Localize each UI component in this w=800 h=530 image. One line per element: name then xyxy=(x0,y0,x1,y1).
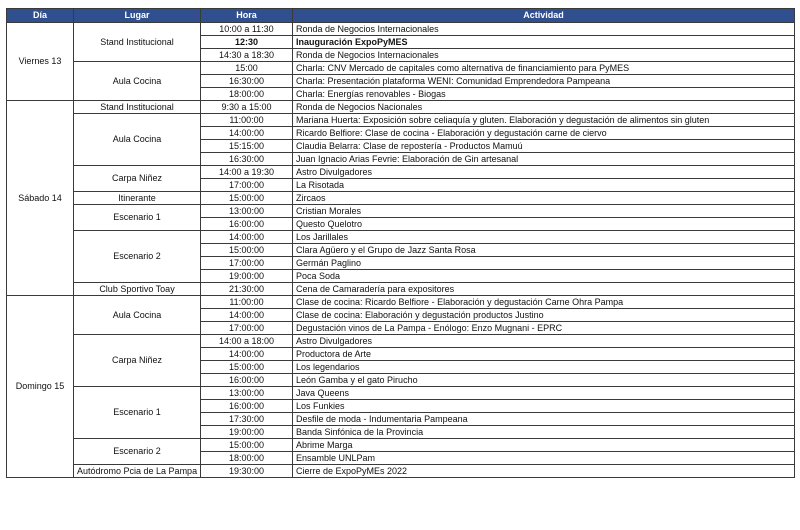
time-cell: 15:00:00 xyxy=(201,192,293,205)
place-cell: Escenario 1 xyxy=(74,205,201,231)
time-cell: 11:00:00 xyxy=(201,296,293,309)
place-cell: Aula Cocina xyxy=(74,296,201,335)
table-row xyxy=(7,296,795,309)
time-cell: 16:00:00 xyxy=(201,374,293,387)
table-row xyxy=(7,114,795,127)
header-dia: Día xyxy=(7,9,74,23)
time-cell: 15:00:00 xyxy=(201,361,293,374)
time-cell: 17:00:00 xyxy=(201,257,293,270)
table-row xyxy=(7,101,795,114)
header-lugar: Lugar xyxy=(74,9,201,23)
activity-cell: Banda Sinfónica de la Provincia xyxy=(293,426,795,439)
activity-cell: Astro Divulgadores xyxy=(293,335,795,348)
activity-cell: Los legendarios xyxy=(293,361,795,374)
place-cell: Aula Cocina xyxy=(74,114,201,166)
time-cell: 15:00:00 xyxy=(201,439,293,452)
activity-cell: Claudia Belarra: Clase de repostería - Productos Mamuú xyxy=(293,140,795,153)
header-hora: Hora xyxy=(201,9,293,23)
schedule-table xyxy=(6,8,795,478)
activity-cell: Charla: CNV Mercado de capitales como alternativa de financiamiento para PyMES xyxy=(293,62,795,75)
time-cell: 15:15:00 xyxy=(201,140,293,153)
place-cell: Autódromo Pcia de La Pampa xyxy=(74,465,201,478)
activity-cell: León Gamba y el gato Pirucho xyxy=(293,374,795,387)
activity-cell: Questo Quelotro xyxy=(293,218,795,231)
time-cell: 18:00:00 xyxy=(201,88,293,101)
activity-cell: Poca Soda xyxy=(293,270,795,283)
time-cell: 10:00 a 11:30 xyxy=(201,23,293,36)
time-cell: 16:30:00 xyxy=(201,75,293,88)
activity-cell: Cierre de ExpoPyMEs 2022 xyxy=(293,465,795,478)
table-row xyxy=(7,283,795,296)
activity-cell: Los Jarillales xyxy=(293,231,795,244)
time-cell: 13:00:00 xyxy=(201,387,293,400)
activity-cell: Ronda de Negocios Nacionales xyxy=(293,101,795,114)
time-cell: 14:30 a 18:30 xyxy=(201,49,293,62)
activity-cell: Germán Paglino xyxy=(293,257,795,270)
activity-cell: Java Queens xyxy=(293,387,795,400)
time-cell: 14:00:00 xyxy=(201,309,293,322)
place-cell: Itinerante xyxy=(74,192,201,205)
activity-cell: Charla: Energías renovables - Biogas xyxy=(293,88,795,101)
activity-cell: Ronda de Negocios Internacionales xyxy=(293,23,795,36)
time-cell: 9:30 a 15:00 xyxy=(201,101,293,114)
time-cell: 14:00:00 xyxy=(201,231,293,244)
time-cell: 14:00 a 19:30 xyxy=(201,166,293,179)
place-cell: Escenario 2 xyxy=(74,231,201,283)
activity-cell: Charla: Presentación plataforma WENI: Comunidad Emprendedora Pampeana xyxy=(293,75,795,88)
activity-cell: Los Funkies xyxy=(293,400,795,413)
activity-cell: Clara Agüero y el Grupo de Jazz Santa Rosa xyxy=(293,244,795,257)
table-header xyxy=(7,9,795,23)
activity-cell: Ronda de Negocios Internacionales xyxy=(293,49,795,62)
time-cell: 16:00:00 xyxy=(201,400,293,413)
activity-cell: La Risotada xyxy=(293,179,795,192)
time-cell: 15:00:00 xyxy=(201,244,293,257)
time-cell: 11:00:00 xyxy=(201,114,293,127)
time-cell: 14:00:00 xyxy=(201,127,293,140)
table-row xyxy=(7,439,795,452)
activity-cell: Ensamble UNLPam xyxy=(293,452,795,465)
activity-cell: Productora de Arte xyxy=(293,348,795,361)
day-cell: Domingo 15 xyxy=(7,296,74,478)
header-row xyxy=(7,9,795,23)
time-cell: 16:30:00 xyxy=(201,153,293,166)
time-cell: 17:00:00 xyxy=(201,322,293,335)
activity-cell: Mariana Huerta: Exposición sobre celiaquía y gluten. Elaboración y degustación de alimentos sin gluten xyxy=(293,114,795,127)
time-cell: 19:00:00 xyxy=(201,426,293,439)
time-cell: 19:30:00 xyxy=(201,465,293,478)
activity-cell: Cena de Camaradería para expositores xyxy=(293,283,795,296)
table-row xyxy=(7,192,795,205)
time-cell: 13:00:00 xyxy=(201,205,293,218)
time-cell: 14:00 a 18:00 xyxy=(201,335,293,348)
table-row xyxy=(7,205,795,218)
day-group xyxy=(7,296,795,478)
day-group xyxy=(7,23,795,101)
activity-cell: Clase de cocina: Ricardo Belfiore - Elaboración y degustación Carne Ohra Pampa xyxy=(293,296,795,309)
activity-cell: Ricardo Belfiore: Clase de cocina - Elaboración y degustación carne de ciervo xyxy=(293,127,795,140)
place-cell: Carpa Niñez xyxy=(74,166,201,192)
time-cell: 21:30:00 xyxy=(201,283,293,296)
place-cell: Escenario 2 xyxy=(74,439,201,465)
table-row xyxy=(7,387,795,400)
activity-cell: Zircaos xyxy=(293,192,795,205)
time-cell: 14:00:00 xyxy=(201,348,293,361)
activity-cell: Clase de cocina: Elaboración y degustación productos Justino xyxy=(293,309,795,322)
time-cell: 19:00:00 xyxy=(201,270,293,283)
header-actividad: Actividad xyxy=(293,9,795,23)
time-cell: 17:00:00 xyxy=(201,179,293,192)
activity-cell: Inauguración ExpoPyMES xyxy=(293,36,795,49)
time-cell: 16:00:00 xyxy=(201,218,293,231)
time-cell: 17:30:00 xyxy=(201,413,293,426)
place-cell: Club Sportivo Toay xyxy=(74,283,201,296)
table-row xyxy=(7,23,795,36)
place-cell: Stand Institucional xyxy=(74,101,201,114)
activity-cell: Cristian Morales xyxy=(293,205,795,218)
day-cell: Viernes 13 xyxy=(7,23,74,101)
activity-cell: Abrime Marga xyxy=(293,439,795,452)
activity-cell: Desfile de moda - Indumentaria Pampeana xyxy=(293,413,795,426)
activity-cell: Degustación vinos de La Pampa - Enólogo: Enzo Mugnani - EPRC xyxy=(293,322,795,335)
table-row xyxy=(7,335,795,348)
time-cell: 15:00 xyxy=(201,62,293,75)
place-cell: Escenario 1 xyxy=(74,387,201,439)
activity-cell: Astro Divulgadores xyxy=(293,166,795,179)
table-row xyxy=(7,62,795,75)
table-row xyxy=(7,166,795,179)
activity-cell: Juan Ignacio Arias Fevrie: Elaboración de Gin artesanal xyxy=(293,153,795,166)
table-row xyxy=(7,231,795,244)
time-cell: 18:00:00 xyxy=(201,452,293,465)
place-cell: Stand Institucional xyxy=(74,23,201,62)
time-cell: 12:30 xyxy=(201,36,293,49)
day-group xyxy=(7,101,795,296)
place-cell: Carpa Niñez xyxy=(74,335,201,387)
day-cell: Sábado 14 xyxy=(7,101,74,296)
place-cell: Aula Cocina xyxy=(74,62,201,101)
table-row xyxy=(7,465,795,478)
